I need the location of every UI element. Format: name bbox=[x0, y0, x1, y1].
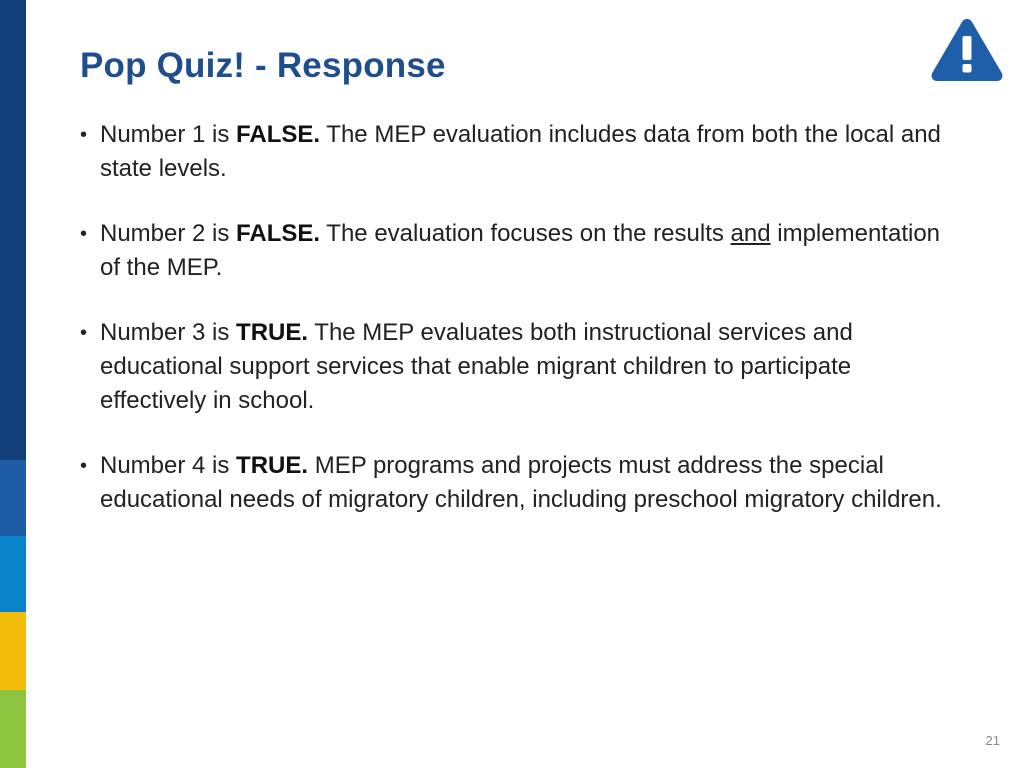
bullet-lead: Number 3 is bbox=[100, 319, 237, 346]
bullet-text: The MEP evaluates both instructional services and educational support services that enable migrant children to participate effectively in school. bbox=[100, 319, 853, 414]
bullet-item-3 bbox=[76, 316, 956, 418]
side-bar-green-segment bbox=[0, 690, 26, 768]
side-color-bar bbox=[0, 0, 26, 768]
side-bar-blue-segment bbox=[0, 460, 26, 536]
bullet-text-before: The evaluation focuses on the results bbox=[320, 220, 731, 247]
bullet-dot: • bbox=[80, 322, 88, 344]
bullet-dot: • bbox=[80, 223, 88, 245]
bullet-lead: Number 2 is bbox=[100, 220, 237, 247]
bullet-verdict: FALSE. bbox=[236, 121, 321, 148]
page-number: 21 bbox=[985, 733, 1000, 748]
bullet-dot: • bbox=[80, 124, 88, 146]
slide-title: Pop Quiz! - Response bbox=[80, 46, 446, 85]
side-bar-navy-segment bbox=[0, 0, 26, 460]
bullet-verdict: TRUE. bbox=[236, 319, 309, 346]
bullet-underlined-word: and bbox=[730, 220, 771, 247]
warning-triangle-icon bbox=[930, 16, 1004, 84]
side-bar-light-blue-segment bbox=[0, 536, 26, 612]
bullet-lead: Number 4 is bbox=[100, 452, 237, 479]
bullet-list bbox=[76, 118, 956, 548]
side-bar-yellow-segment bbox=[0, 612, 26, 690]
bullet-dot: • bbox=[80, 455, 88, 477]
bullet-text-after: implementation of the MEP. bbox=[100, 220, 941, 281]
bullet-text: The MEP evaluation includes data from both the local and state levels. bbox=[100, 121, 941, 182]
bullet-item-1 bbox=[76, 118, 956, 186]
bullet-lead: Number 1 is bbox=[100, 121, 237, 148]
bullet-verdict: FALSE. bbox=[236, 220, 321, 247]
bullet-item-2 bbox=[76, 217, 956, 285]
bullet-item-4 bbox=[76, 449, 956, 517]
bullet-verdict: TRUE. bbox=[236, 452, 309, 479]
bullet-text: MEP programs and projects must address the special educational needs of migratory children, including preschool migratory children. bbox=[100, 452, 942, 513]
